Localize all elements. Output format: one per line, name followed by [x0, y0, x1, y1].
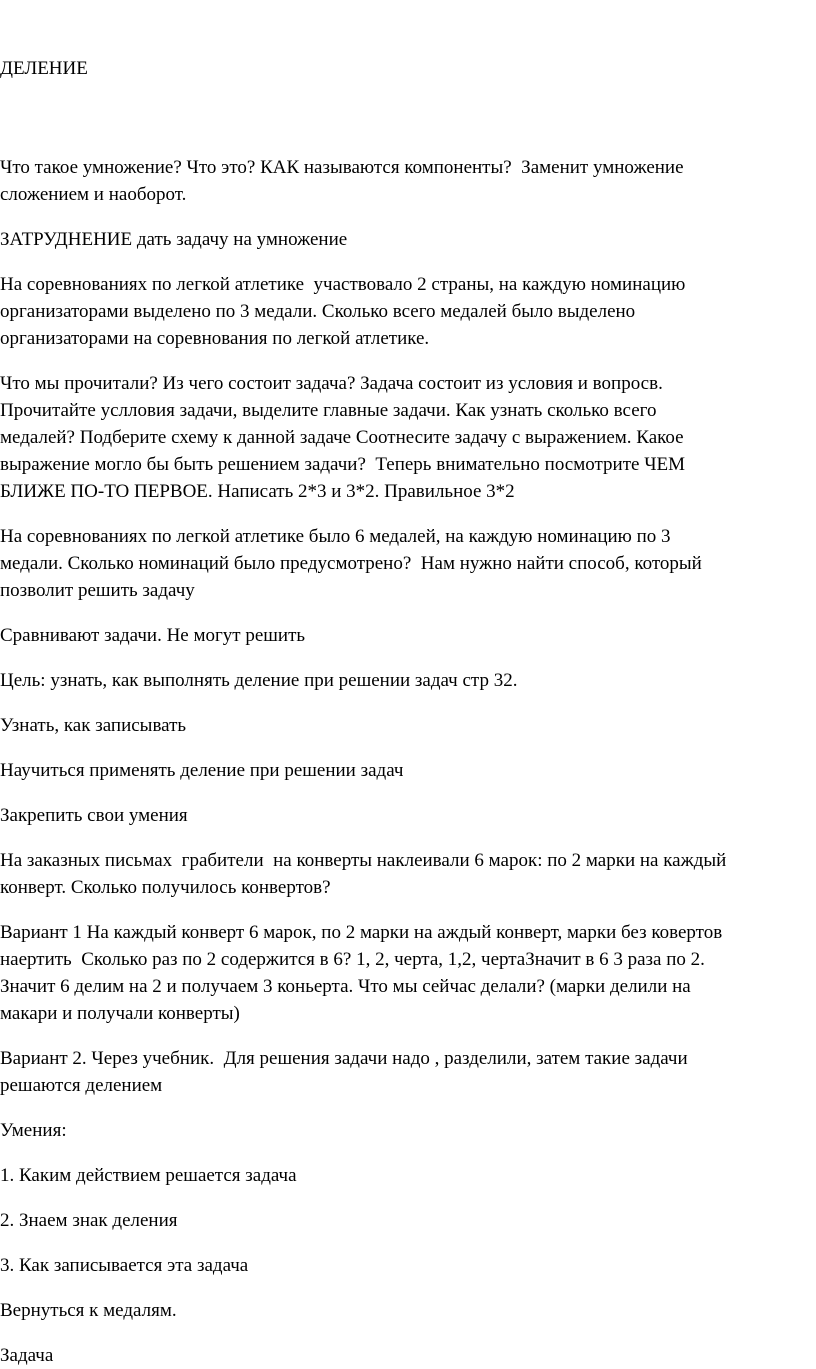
- paragraph: [0, 847, 806, 901]
- paragraph: [0, 1162, 806, 1189]
- paragraph: [0, 712, 806, 739]
- text-line: На соревнованиях по легкой атлетике участвовало 2 страны, на каждую номинацию: [0, 274, 686, 295]
- paragraph: [0, 226, 806, 253]
- paragraph: [0, 370, 806, 505]
- text-line: 1. Каким действием решается задача: [0, 1165, 297, 1186]
- text-line: Задача: [0, 1345, 54, 1366]
- paragraph: [0, 667, 806, 694]
- document-title: [0, 1, 806, 136]
- text-line: Вернуться к медалям.: [0, 1300, 177, 1321]
- paragraph: [0, 1117, 806, 1144]
- text-line: На заказных письмах грабители на конверты наклеивали 6 марок: по 2 марки на каждый: [0, 850, 727, 871]
- text-line: ЗАТРУДНЕНИЕ дать задачу на умножение: [0, 229, 348, 250]
- text-line: На соревнованиях по легкой атлетике было 6 медалей, на каждую номинацию по 3: [0, 526, 671, 547]
- paragraph: [0, 1207, 806, 1234]
- text-line: Сравнивают задачи. Не могут решить: [0, 625, 306, 646]
- text-line: наертить Сколько раз по 2 содержится в 6? 1, 2, черта, 1,2, чертаЗначит в 6 3 раза по 2.: [0, 949, 705, 970]
- paragraph: [0, 1297, 806, 1324]
- text-line: Что такое умножение? Что это? КАК называются компоненты? Заменит умножение: [0, 157, 684, 178]
- paragraph: [0, 1252, 806, 1279]
- text-line: позволит решить задачу: [0, 580, 195, 601]
- paragraph: [0, 154, 806, 208]
- text-line: решаются делением: [0, 1075, 163, 1096]
- text-line: 2. Знаем знак деления: [0, 1210, 178, 1231]
- text-line: БЛИЖЕ ПО-ТО ПЕРВОЕ. Написать 2*3 и 3*2. Правильное 3*2: [0, 481, 515, 502]
- text-line: Прочитайте услловия задачи, выделите главные задачи. Как узнать сколько всего: [0, 400, 657, 421]
- text-line: Значит 6 делим на 2 и получаем 3 коньерта. Что мы сейчас делали? (марки делили на: [0, 976, 691, 997]
- paragraph: [0, 757, 806, 784]
- text-line: медалей? Подберите схему к данной задаче Соотнесите задачу с выражением. Какое: [0, 427, 684, 448]
- text-line: Умения:: [0, 1120, 67, 1141]
- paragraph: [0, 802, 806, 829]
- text-line: конверт. Сколько получилось конвертов?: [0, 877, 331, 898]
- text-line: 3. Как записывается эта задача: [0, 1255, 249, 1276]
- paragraph: [0, 919, 806, 1027]
- text-line: Цель: узнать, как выполнять деление при решении задач стр 32.: [0, 670, 518, 691]
- text-line: Вариант 2. Через учебник. Для решения задачи надо , разделили, затем такие задачи: [0, 1048, 688, 1069]
- paragraph: [0, 1045, 806, 1099]
- text-line: выражение могло бы быть решением задачи? Теперь внимательно посмотрите ЧЕМ: [0, 454, 686, 475]
- paragraph: [0, 1342, 806, 1369]
- text-line: Что мы прочитали? Из чего состоит задача? Задача состоит из условия и вопросв.: [0, 373, 663, 394]
- text-line: Научиться применять деление при решении задач: [0, 760, 404, 781]
- text-line: медали. Сколько номинаций было предусмотрено? Нам нужно найти способ, который: [0, 553, 702, 574]
- text-line: макари и получали конверты): [0, 1003, 240, 1024]
- text-line: Узнать, как записывать: [0, 715, 187, 736]
- text-line: сложением и наоборот.: [0, 184, 187, 205]
- paragraph: [0, 271, 806, 352]
- paragraph: [0, 523, 806, 604]
- document-body: [0, 154, 806, 1369]
- text-line: Вариант 1 На каждый конверт 6 марок, по 2 марки на аждый конверт, марки без ковертов: [0, 922, 723, 943]
- text-line: Закрепить свои умения: [0, 805, 188, 826]
- text-line: организаторами на соревнования по легкой атлетике.: [0, 328, 430, 349]
- text-line: организаторами выделено по 3 медали. Сколько всего медалей было выделено: [0, 301, 636, 322]
- text-line: ДЕЛЕНИЕ: [0, 58, 88, 79]
- paragraph: [0, 622, 806, 649]
